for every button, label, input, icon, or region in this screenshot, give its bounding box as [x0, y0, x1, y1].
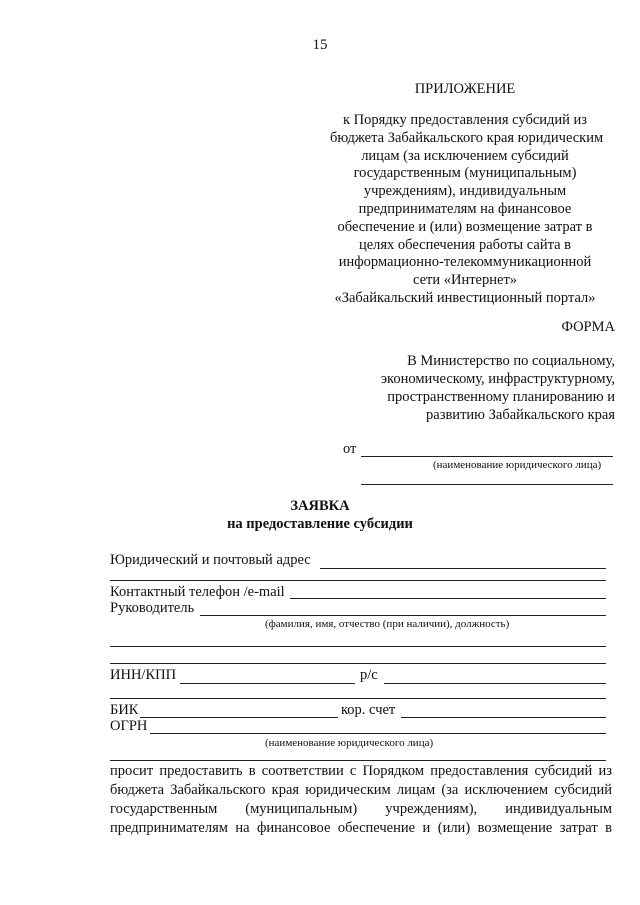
- appendix-line: «Забайкальский инвестиционный портал»: [334, 289, 596, 306]
- ogrn-caption: (наименование юридического лица): [265, 737, 434, 749]
- head-line-2[interactable]: [110, 646, 606, 647]
- account-line[interactable]: [384, 683, 606, 684]
- head-line-3[interactable]: [110, 663, 606, 664]
- from-name-caption: (наименование юридического лица): [433, 459, 602, 471]
- application-subtitle: на предоставление субсидии: [227, 516, 413, 532]
- from-label: от: [343, 441, 357, 457]
- body-line: государственным (муниципальным) учреждениям), индивидуальным: [110, 801, 612, 817]
- inn-line-2[interactable]: [110, 698, 606, 699]
- appendix-line: информационно-телекоммуникационной: [338, 254, 592, 271]
- legal-address-label: Юридический и почтовый адрес: [110, 552, 311, 568]
- appendix-line: обеспечение и (или) возмещение затрат в: [337, 218, 593, 235]
- appendix-text: [330, 112, 604, 308]
- appendix-line: целях обеспечения работы сайта в: [358, 236, 572, 253]
- appendix-title: ПРИЛОЖЕНИЕ: [414, 81, 516, 97]
- from-name-line[interactable]: [361, 456, 613, 457]
- ogrn-label: ОГРН: [110, 718, 148, 734]
- corr-account-label: кор. счет: [341, 702, 396, 718]
- bik-line[interactable]: [140, 717, 338, 718]
- inn-kpp-label: ИНН/КПП: [110, 667, 177, 683]
- appendix-line: к Порядку предоставления субсидий из: [342, 112, 588, 128]
- ogrn-line-2[interactable]: [110, 760, 606, 761]
- application-title: ЗАЯВКА: [290, 498, 350, 514]
- account-label: р/с: [360, 667, 378, 683]
- appendix-line: бюджета Забайкальского края юридическим: [330, 129, 604, 146]
- page-number: 15: [312, 37, 328, 53]
- inn-kpp-line[interactable]: [180, 683, 355, 684]
- bik-label: БИК: [110, 702, 139, 718]
- body-line: предпринимателям на финансовое обеспечение и (или) возмещение затрат в: [110, 820, 612, 836]
- body-line: просит предоставить в соответствии с Порядком предоставления субсидий из: [110, 763, 612, 779]
- appendix-line: сети «Интернет»: [412, 272, 518, 289]
- addressee-block: [315, 352, 615, 424]
- head-caption: (фамилия, имя, отчество (при наличии), должность): [265, 618, 510, 630]
- addressee-line: развитию Забайкальского края: [426, 407, 615, 423]
- application-heading: [0, 497, 640, 533]
- legal-address-line[interactable]: [320, 568, 606, 569]
- head-line[interactable]: [200, 615, 606, 616]
- contact-label: Контактный телефон /e-mail: [110, 584, 285, 600]
- corr-account-line[interactable]: [401, 717, 606, 718]
- addressee-line: В Министерство по социальному,: [407, 353, 615, 369]
- appendix-line: лицам (за исключением субсидий: [361, 147, 569, 164]
- request-body-text: [110, 762, 612, 838]
- appendix-block: [330, 80, 604, 308]
- appendix-line: предпринимателям на финансовое: [358, 200, 572, 217]
- form-label: ФОРМА: [561, 319, 615, 335]
- legal-address-line-2[interactable]: [110, 580, 606, 581]
- addressee-line: пространственному планированию и: [387, 389, 615, 405]
- contact-line[interactable]: [290, 598, 606, 599]
- body-line: бюджета Забайкальского края юридическим лицам (за исключением субсидий: [110, 782, 612, 798]
- addressee-line: экономическому, инфраструктурному,: [380, 371, 615, 387]
- appendix-line: государственным (муниципальным): [353, 165, 577, 182]
- appendix-line: учреждениям), индивидуальным: [363, 183, 567, 200]
- from-name-line-2[interactable]: [361, 484, 613, 485]
- ogrn-line[interactable]: [150, 733, 606, 734]
- head-label: Руководитель: [110, 600, 195, 616]
